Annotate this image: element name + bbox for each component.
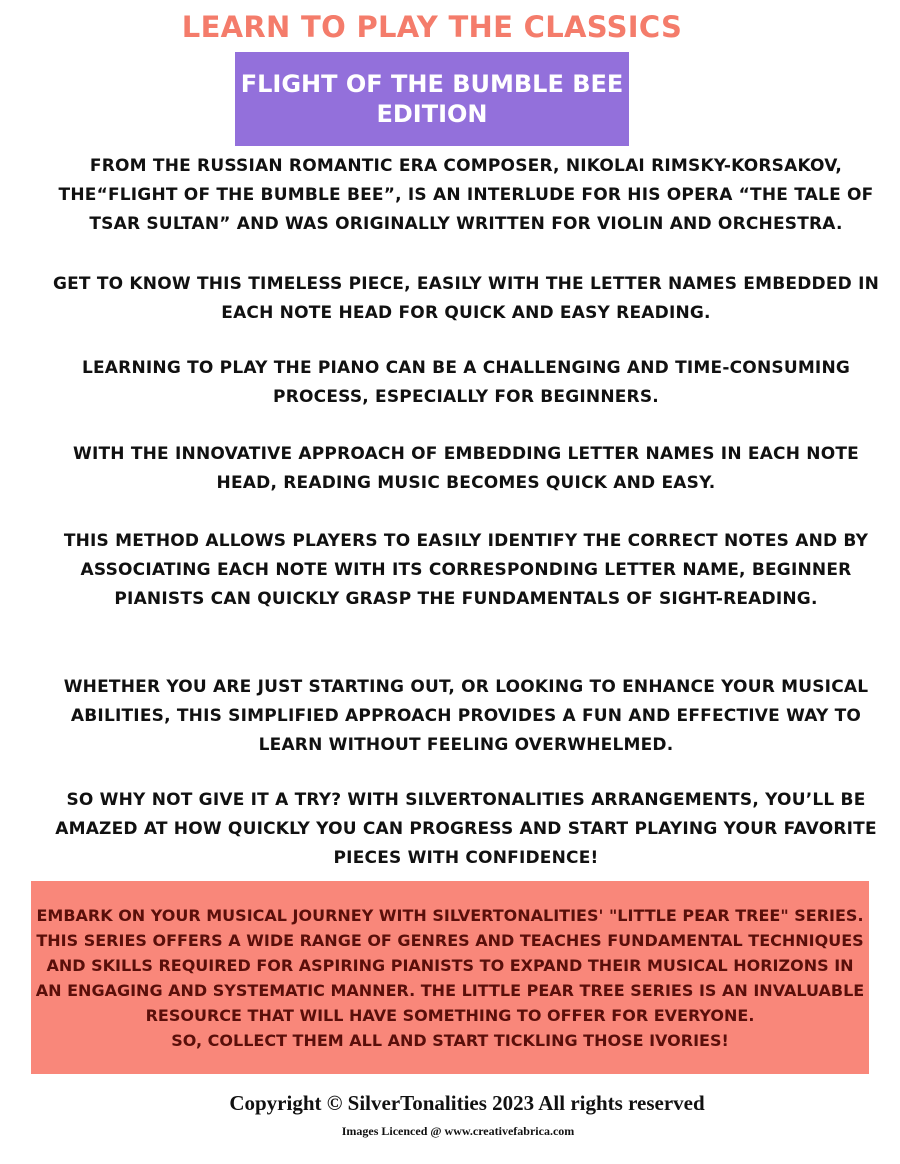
- paragraph-call-to-action: SO WHY NOT GIVE IT A TRY? WITH SILVERTONALITIES ARRANGEMENTS, YOU’LL BE AMAZED AT HOW QUICKLY YOU CAN PROGRESS AND START PLAYING YOUR FAVORITE PIECES WITH CONFIDENCE!: [55, 790, 877, 868]
- paragraph-method: THIS METHOD ALLOWS PLAYERS TO EASILY IDENTIFY THE CORRECT NOTES AND BY ASSOCIATING EACH NOTE WITH ITS CORRESPONDING LETTER NAME, BEGINNER PIANISTS CAN QUICKLY GRASP THE FUNDAMENTALS OF SIGHT-READING.: [63, 531, 869, 609]
- series-promo-content: [31, 903, 869, 1053]
- paragraph-approach: WITH THE INNOVATIVE APPROACH OF EMBEDDING LETTER NAMES IN EACH NOTE HEAD, READING MUSIC BECOMES QUICK AND EASY.: [73, 444, 859, 493]
- copyright-notice: Copyright © SilverTonalities 2023 All rights reserved: [229, 1091, 705, 1115]
- series-promo-box: [31, 881, 869, 1074]
- paragraph-composer: FROM THE RUSSIAN ROMANTIC ERA COMPOSER, NIKOLAI RIMSKY-KORSAKOV, THE“FLIGHT OF THE BUMBLE BEE”, IS AN INTERLUDE FOR HIS OPERA “THE TALE OF TSAR SULTAN” AND WAS ORIGINALLY WRITTEN FOR VIOLIN AND ORCHESTRA.: [58, 156, 874, 234]
- paragraph-abilities: WHETHER YOU ARE JUST STARTING OUT, OR LOOKING TO ENHANCE YOUR MUSICAL ABILITIES, THIS SIMPLIFIED APPROACH PROVIDES A FUN AND EFFECTIVE WAY TO LEARN WITHOUT FEELING OVERWHELMED.: [63, 677, 869, 755]
- paragraph-letter-names: GET TO KNOW THIS TIMELESS PIECE, EASILY WITH THE LETTER NAMES EMBEDDED IN EACH NOTE HEAD FOR QUICK AND EASY READING.: [52, 274, 880, 323]
- series-promo-closing: SO, COLLECT THEM ALL AND START TICKLING THOSE IVORIES!: [171, 1030, 729, 1050]
- page-title: LEARN TO PLAY THE CLASSICS: [181, 10, 683, 44]
- edition-subtitle: EDITION: [376, 100, 488, 128]
- edition-title: FLIGHT OF THE BUMBLE BEE: [240, 70, 624, 98]
- series-promo-text: EMBARK ON YOUR MUSICAL JOURNEY WITH SILVERTONALITIES' "LITTLE PEAR TREE" SERIES. THIS SERIES OFFERS A WIDE RANGE OF GENRES AND TEACHES FUNDAMENTAL TECHNIQUES AND SKILLS REQUIRED FOR ASPIRING PIANISTS TO EXPAND THEIR MUSICAL HORIZONS IN AN ENGAGING AND SYSTEMATIC MANNER. THE LITTLE PEAR TREE SERIES IS AN INVALUABLE RESOURCE THAT WILL HAVE SOMETHING TO OFFER FOR EVERYONE.: [35, 905, 865, 1025]
- paragraph-challenge: LEARNING TO PLAY THE PIANO CAN BE A CHALLENGING AND TIME-CONSUMING PROCESS, ESPECIALLY FOR BEGINNERS.: [81, 358, 851, 407]
- image-license: Images Licenced @ www.creativefabrica.com: [341, 1124, 575, 1138]
- edition-banner: [235, 52, 629, 146]
